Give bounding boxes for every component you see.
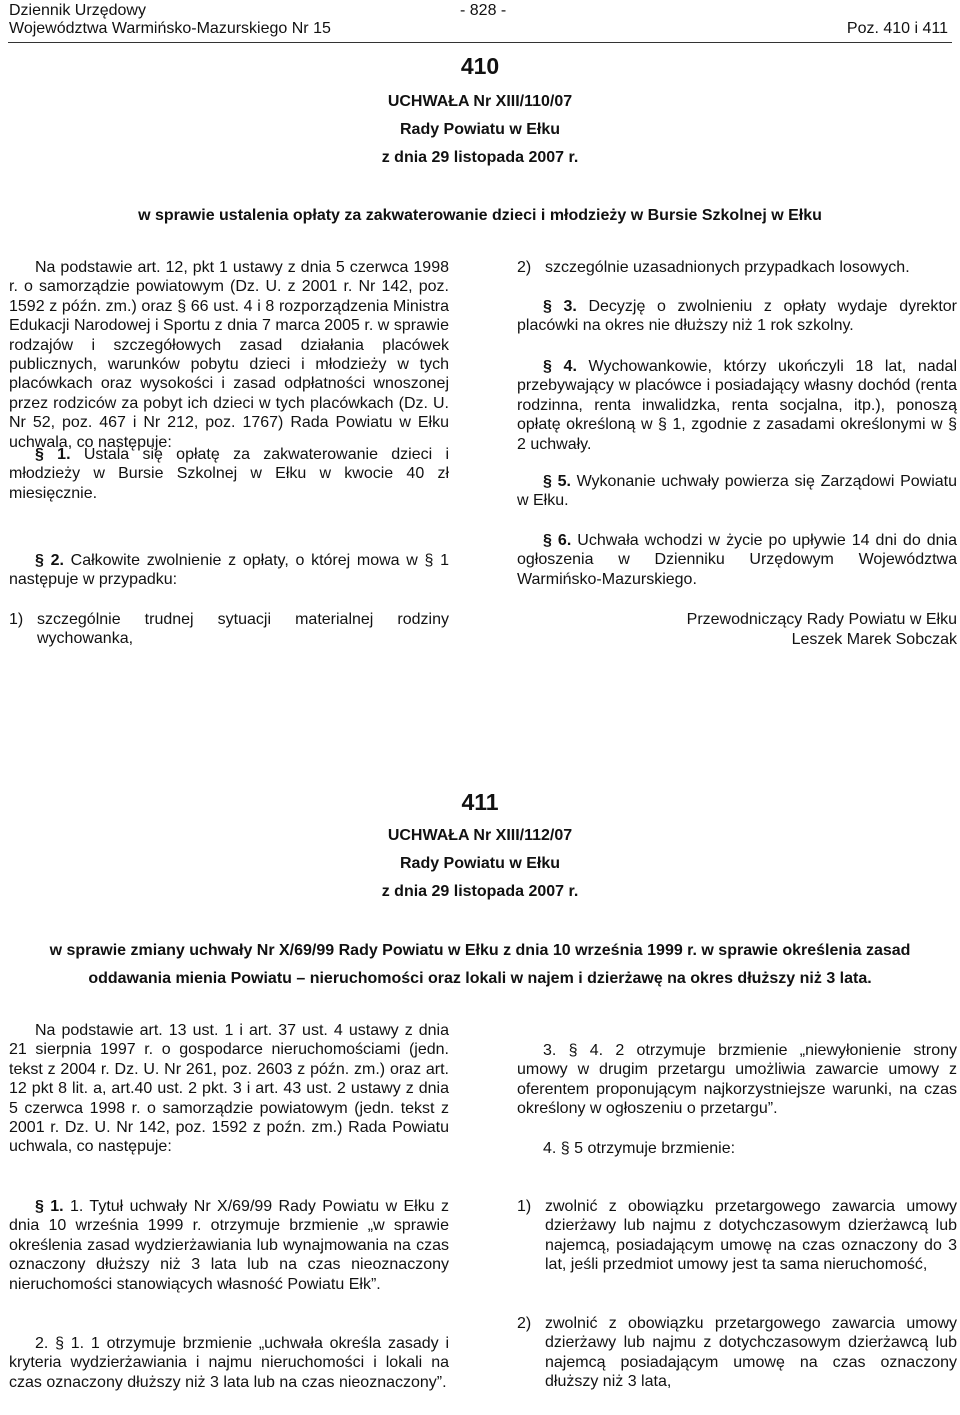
doc410-item-2-number: 2) bbox=[517, 259, 532, 276]
doc411-issuer: Rady Powiatu w Ełku bbox=[399, 855, 561, 872]
doc410-p2-text: Całkowite zwolnienie z opłaty, o której mowa w § 1 następuje w przypadku: bbox=[9, 552, 450, 589]
doc411-item-1-number: 1) bbox=[517, 1198, 532, 1215]
doc410-subject: w sprawie ustalenia opłaty za zakwaterowanie dzieci i młodzieży w Bursie Szkolnej w Ełku bbox=[138, 207, 822, 224]
doc410-p4-mark: § 4. bbox=[543, 358, 577, 375]
doc411-date: z dnia 29 listopada 2007 r. bbox=[381, 883, 579, 900]
doc411-paragraph-4: 4. § 5 otrzymuje brzmienie: bbox=[543, 1140, 736, 1157]
doc410-p3-mark: § 3. bbox=[543, 298, 577, 315]
doc410-p5-mark: § 5. bbox=[543, 473, 571, 490]
doc411-paragraph-2: 2. § 1. 1 otrzymuje brzmienie „uchwała określa zasady i kryteria wydzierżawiania i najmu nieruchomości i lokali na czas oznaczony dłuższy niż 3 lata lub na czas nieoznaczony”. bbox=[9, 1335, 449, 1391]
doc410-paragraph-4 bbox=[517, 357, 957, 454]
doc410-p4-text: Wychowankowie, którzy ukończyli 18 lat, nadal przebywający w placówce i posiadający własny dochód (renta rodzinna, renta inwalidzka, renta socjalna, itp.), ponoszą opłatę określoną w § 1, zgodnie z zasadami określonymi w § 2 uchwały. bbox=[517, 358, 957, 453]
doc410-p2-mark: § 2. bbox=[35, 552, 64, 569]
doc410-item-1-text: szczególnie trudnej sytuacji materialnej rodziny wychowanka, bbox=[37, 611, 449, 648]
doc410-p6-mark: § 6. bbox=[543, 532, 572, 549]
doc410-item-2 bbox=[517, 258, 957, 277]
doc411-paragraph-1 bbox=[9, 1197, 449, 1294]
doc410-p6-text: Uchwała wchodzi w życie po upływie 14 dni do dnia ogłoszenia w Dzienniku Urzędowym Województwa Warmińsko-Mazurskiego. bbox=[517, 532, 957, 588]
doc410-p1-mark: § 1. bbox=[35, 446, 71, 463]
doc411-item-2 bbox=[517, 1314, 957, 1392]
doc411-subject-line1: w sprawie zmiany uchwały Nr X/69/99 Rady Powiatu w Ełku z dnia 10 września 1999 r. w sprawie określenia zasad bbox=[49, 942, 911, 959]
doc410-signature-role: Przewodniczący Rady Powiatu w Ełku bbox=[686, 611, 957, 628]
doc410-item-2-text: szczególnie uzasadnionych przypadkach losowych. bbox=[545, 259, 910, 276]
doc410-paragraph-3 bbox=[517, 297, 957, 336]
doc411-p1-text: 1. Tytuł uchwały Nr X/69/99 Rady Powiatu w Ełku z dnia 10 września 1999 r. otrzymuje brzmienie „w sprawie określenia zasad wydzierżawiania lub wynajmowania na czas oznaczony dłuższy niż 3 lata lub na czas nieoznaczony nieruchomości stanowiących własność Powiatu Ełk”. bbox=[9, 1198, 450, 1293]
doc411-paragraph-3: 3. § 4. 2 otrzymuje brzmienie „niewyłonienie strony umowy w drugim przetargu umożliwia zawarcie umowy z oferentem proponującym najkorzystniejsze warunki, na czas określony w ogłoszeniu o przetargu”. bbox=[517, 1042, 957, 1118]
doc410-paragraph-5 bbox=[517, 472, 957, 511]
doc410-item-1-number: 1) bbox=[9, 611, 24, 628]
doc410-title: UCHWAŁA Nr XIII/110/07 bbox=[387, 93, 573, 110]
doc410-number: 410 bbox=[460, 53, 500, 79]
doc410-p3-text: Decyzję o zwolnieniu z opłaty wydaje dyrektor placówki na okres nie dłuższy niż 1 rok szkolny. bbox=[517, 298, 957, 335]
doc411-item-1 bbox=[517, 1197, 957, 1275]
doc410-item-1 bbox=[9, 610, 449, 649]
doc411-item-2-text: zwolnić z obowiązku przetargowego zawarcia umowy dzierżawy lub najmu z dotychczasowym dzierżawcą lub najemcą posiadającym umowę na czas oznaczony dłuższy niż 3 lata, bbox=[545, 1315, 957, 1391]
doc410-preamble: Na podstawie art. 12, pkt 1 ustawy z dnia 5 czerwca 1998 r. o samorządzie powiatowym (Dz. U. z 2001 r. Nr 142, poz. 1592 z późn. zm.) oraz § 66 ust. 4 i 8 rozporządzenia Ministra Edukacji Narodowej i Sportu z dnia 7 marca 2005 r. w sprawie rodzajów i szczegółowych zasad działania placówek publicznych, warunków pobytu dzieci i młodzieży w tych placówkach oraz wysokości i zasad odpłatności wnoszonej przez rodziców za pobyt ich dzieci w tych placówkach (Dz. U. Nr 52, poz. 467 i Nr 212, poz. 1767) Rada Powiatu w Ełku uchwala, co następuje: bbox=[9, 259, 449, 451]
doc410-p1-text: Ustala się opłatę za zakwaterowanie dzieci i młodzieży w Bursie Szkolnej w Ełku w kwocie 40 zł miesięcznie. bbox=[9, 446, 449, 502]
doc410-p5-text: Wykonanie uchwały powierza się Zarządowi Powiatu w Ełku. bbox=[517, 473, 957, 510]
doc410-paragraph-1 bbox=[9, 445, 449, 503]
doc411-p1-mark: § 1. bbox=[35, 1198, 64, 1215]
doc410-paragraph-6 bbox=[517, 531, 957, 589]
doc411-item-1-text: zwolnić z obowiązku przetargowego zawarcia umowy dzierżawy lub najmu z dotychczasowym dzierżawcą lub najemcą, posiadającym umowę na czas oznaczony do 3 lat, jeśli przedmiot umowy jest ta sama nieruchomość, bbox=[545, 1198, 957, 1274]
doc410-signature-name: Leszek Marek Sobczak bbox=[791, 631, 957, 648]
doc411-number: 411 bbox=[461, 789, 499, 815]
position-numbers: Poz. 410 i 411 bbox=[846, 20, 948, 37]
journal-title-line1: Dziennik Urzędowy bbox=[9, 2, 146, 19]
doc410-paragraph-2 bbox=[9, 551, 449, 590]
journal-title-line2: Województwa Warmińsko-Mazurskiego Nr 15 bbox=[9, 20, 331, 37]
doc411-preamble: Na podstawie art. 13 ust. 1 i art. 37 ust. 4 ustawy z dnia 21 sierpnia 1997 r. o gospodarce nieruchomościami (jedn. tekst z 2004 r. Dz. U. Nr 261, poz. 2603 z późn. zm.) oraz art. 12 pkt 8 lit. a, art.40 ust. 2 pkt. 3 i art. 43 ust. 2 ustawy z dnia 5 czerwca 1998 r. o samorządzie powiatowym (jedn. tekst z 2001 r. Dz. U. Nr 142, poz. 1592 z poźn. zm.) Rada Powiatu uchwala, co następuje: bbox=[9, 1022, 449, 1156]
doc410-date: z dnia 29 listopada 2007 r. bbox=[381, 149, 579, 166]
doc410-issuer: Rady Powiatu w Ełku bbox=[399, 121, 561, 138]
doc411-item-2-number: 2) bbox=[517, 1315, 532, 1332]
page-number: - 828 - bbox=[460, 2, 507, 19]
doc411-title: UCHWAŁA Nr XIII/112/07 bbox=[387, 827, 573, 844]
header-divider bbox=[8, 42, 952, 43]
doc411-subject-line2: oddawania mienia Powiatu – nieruchomości oraz lokali w najem i dzierżawę na okres dłuższy niż 3 lata. bbox=[88, 970, 872, 987]
